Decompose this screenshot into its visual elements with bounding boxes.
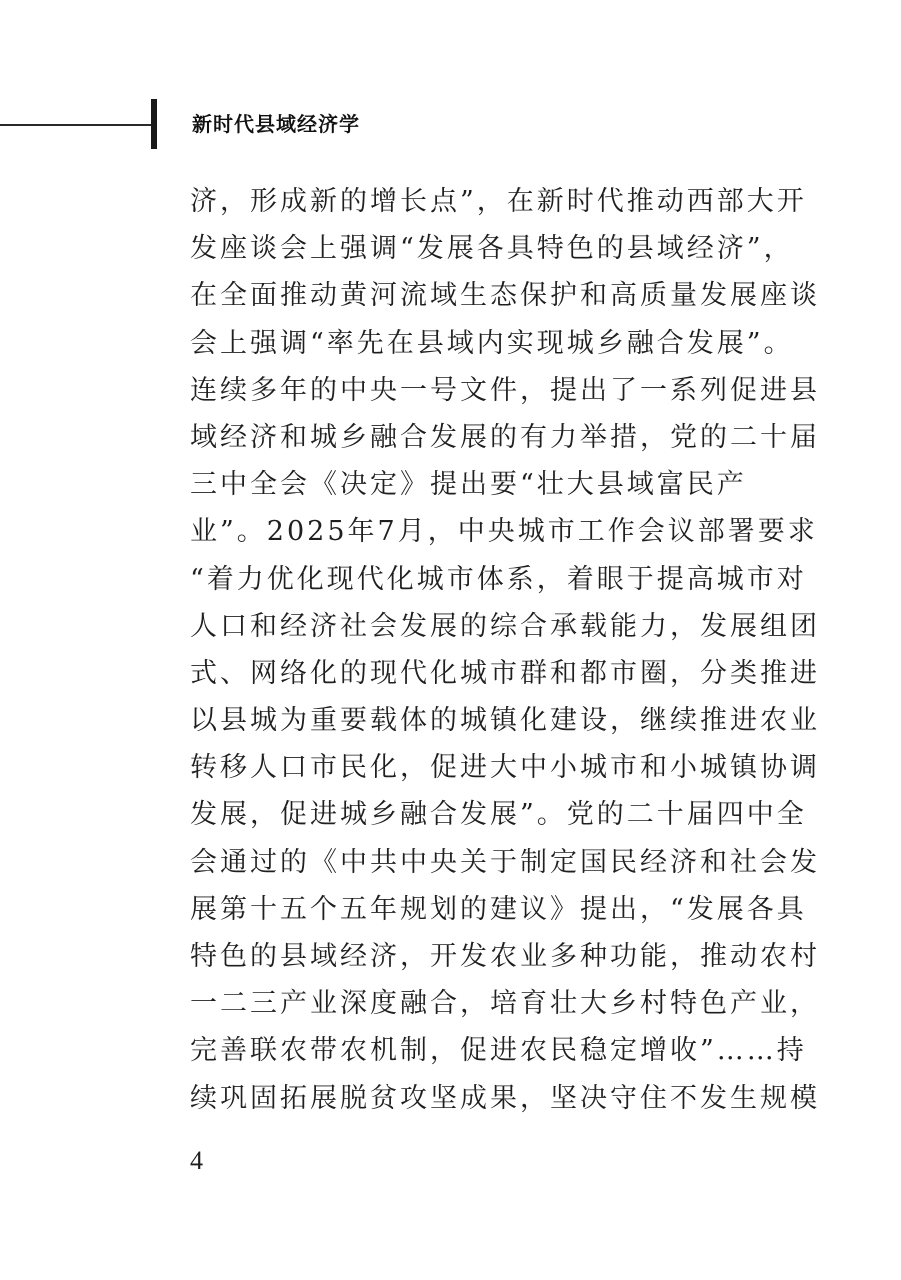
text-line: 人口和经济社会发展的综合承载能力，发展组团 [190,610,820,642]
text-line: 会通过的《中共中央关于制定国民经济和社会发 [190,846,820,878]
text-line: 连续多年的中央一号文件，提出了一系列促进县 [190,374,820,406]
text-line: 续巩固拓展脱贫攻坚成果，坚决守住不发生规模 [190,1082,820,1114]
text-line: “着力优化现代化城市体系，着眼于提高城市对 [190,563,807,595]
page-number: 4 [190,1146,203,1175]
header-bar [151,99,157,149]
running-head: 新时代县域经济学 [192,112,360,136]
text-line: 济，形成新的增长点”，在新时代推动西部大开 [190,186,807,217]
text-line: 域经济和城乡融合发展的有力举措，党的二十届 [190,421,820,453]
text-line: 会上强调“率先在县域内实现城乡融合发展”。 [190,327,794,359]
header-rule [0,124,155,126]
text-line: 特色的县域经济，开发农业多种功能，推动农村 [190,941,820,972]
text-line: 业”。2025年7月，中央城市工作会议部署要求 [190,516,818,548]
text-line: 发座谈会上强调“发展各具特色的县域经济”， [190,233,794,265]
text-line: 展第十五个五年规划的建议》提出，“发展各具 [190,893,807,925]
text-line: 式、网络化的现代化城市群和都市圈，分类推进 [190,657,820,689]
text-line: 发展，促进城乡融合发展”。党的二十届四中全 [190,799,807,831]
text-line: 转移人口市民化，促进大中小城市和小城镇协调 [190,752,820,784]
text-line: 完善联农带农机制，促进农民稳定增收”……持 [190,1035,807,1067]
text-line: 一二三产业深度融合，培育壮大乡村特色产业， [190,988,820,1020]
text-line: 在全面推动黄河流域生态保护和高质量发展座谈 [190,280,820,312]
text-line: 三中全会《决定》提出要“壮大县域富民产 [190,469,747,501]
text-line: 以县城为重要载体的城镇化建设，继续推进农业 [190,705,820,737]
body-text [190,178,820,1122]
